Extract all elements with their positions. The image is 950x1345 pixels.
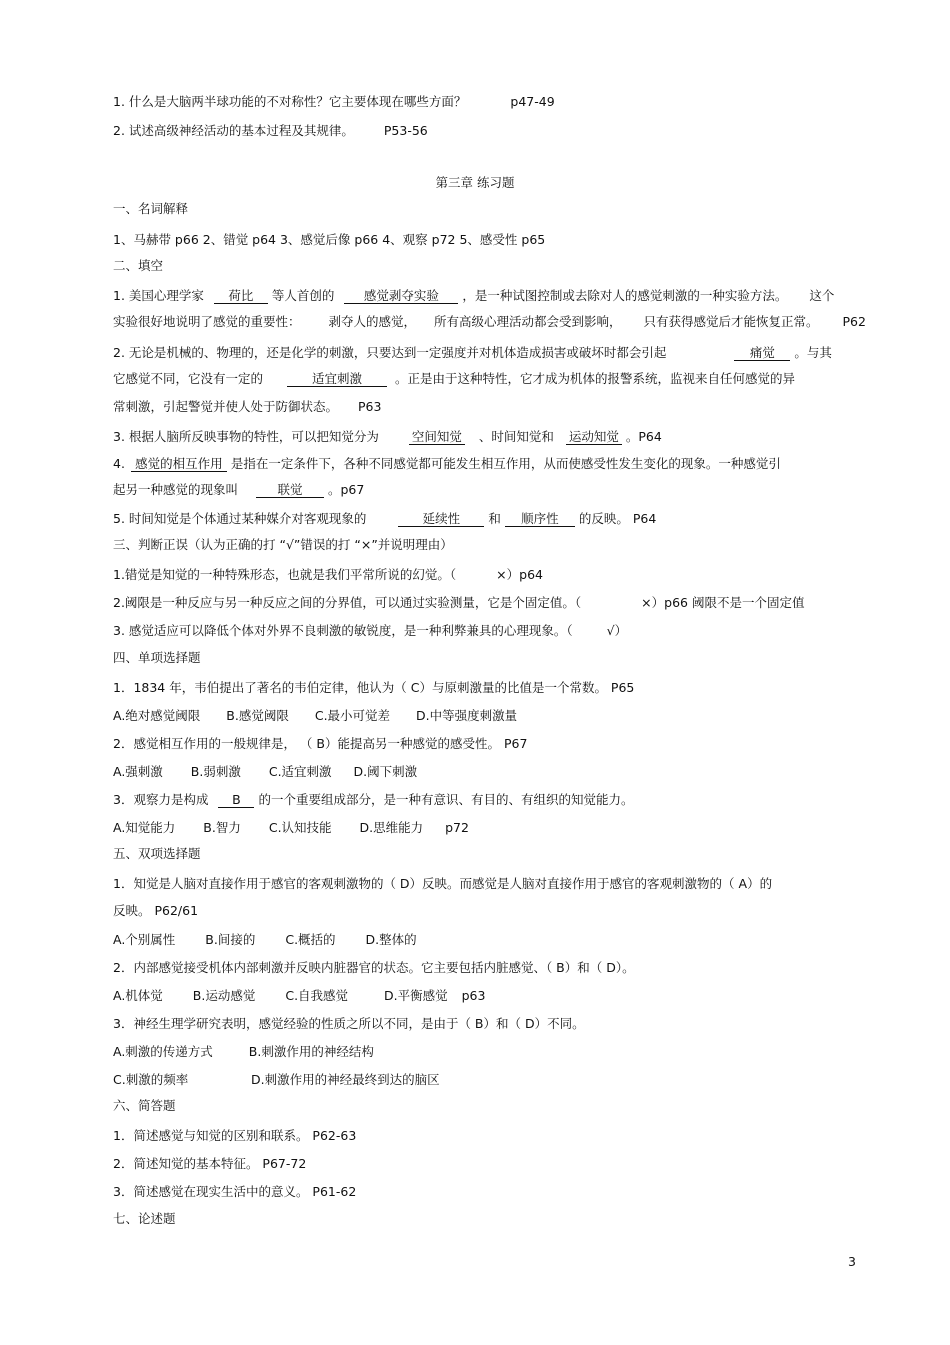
- text: 是指在一定条件下，各种不同感觉都可能发生相互作用，从而使感受性发生变化的现象。一种感觉引: [230, 456, 781, 471]
- text: 2.阈限是一种反应与另一种反应之间的分界值，可以通过实验测量，它是个固定值。（: [113, 595, 582, 610]
- section-heading: 四、单项选择题: [113, 650, 201, 665]
- text: 等人首创的: [271, 288, 335, 303]
- blank-answer: 感觉的相互作用: [131, 457, 227, 472]
- blank-answer: 荷比: [214, 289, 268, 304]
- option: B.运动感觉: [192, 988, 256, 1003]
- choice-options: [113, 988, 485, 1004]
- option: B.智力: [203, 820, 241, 835]
- section-heading: 七、论述题: [113, 1211, 176, 1226]
- text: 4.: [113, 456, 125, 471]
- text: 。与其: [794, 345, 832, 360]
- fill-question-cont: [113, 314, 866, 330]
- text: 的一个重要组成部分，是一种有意识、有目的、有组织的知觉能力。: [258, 792, 634, 807]
- page-number: 3: [848, 1254, 856, 1269]
- choice-question: 2．感觉相互作用的一般规律是， （ B）能提高另一种感觉的感受性。 P67: [113, 736, 528, 751]
- choice-question-cont: 反映。 P62/61: [113, 903, 199, 918]
- text: 2. 无论是机械的、物理的，还是化学的刺激，只要达到一定强度并对机体造成损害或破坏时都会引起: [113, 345, 667, 360]
- option: D.刺激作用的神经最终到达的脑区: [250, 1072, 440, 1087]
- option: C.适宜刺激: [268, 764, 332, 779]
- fill-question: [113, 429, 662, 445]
- question-text: 2. 试述高级神经活动的基本过程及其规律。: [113, 123, 354, 138]
- text: 1.错觉是知觉的一种特殊形态，也就是我们平常所说的幻觉。（: [113, 567, 457, 582]
- terms-line: 1、马赫带 p66 2、错觉 p64 3、感觉后像 p66 4、观察 p72 5、感受性 p65: [113, 232, 546, 247]
- option: B.弱刺激: [190, 764, 241, 779]
- choice-question: [113, 792, 633, 808]
- text: 和: [488, 511, 501, 526]
- blank-answer: 适宜刺激: [287, 372, 387, 387]
- choice-question: 2．内部感觉接受机体内部刺激并反映内脏器官的状态。它主要包括内脏感觉、（ B）和（ D）。: [113, 960, 635, 975]
- option: D.阈下刺激: [353, 764, 418, 779]
- option: A.机体觉: [113, 988, 163, 1003]
- text: 所有高级心理活动都会受到影响，: [434, 314, 622, 329]
- fill-question: [113, 511, 656, 527]
- option: B.刺激作用的神经结构: [248, 1044, 374, 1059]
- section-heading: 五、双项选择题: [113, 846, 201, 861]
- page-ref: p72: [445, 820, 469, 835]
- answer: √）: [606, 623, 628, 638]
- answer: ×）p64: [496, 567, 543, 582]
- judge-item: [113, 623, 627, 639]
- choice-question: 3．神经生理学研究表明，感觉经验的性质之所以不同，是由于（ B）和（ D）不同。: [113, 1016, 585, 1031]
- text: 起另一种感觉的现象叫: [113, 482, 239, 497]
- option: D.思维能力: [359, 820, 424, 835]
- question-text: 1. 什么是大脑两半球功能的不对称性？它主要体现在哪些方面？: [113, 94, 467, 109]
- text: 、时间知觉和: [478, 429, 554, 444]
- chapter-title: 第三章 练习题: [435, 175, 515, 190]
- section-heading: 三、判断正误（认为正确的打 “√”错误的打 “×”并说明理由）: [113, 537, 453, 552]
- option: C.认知技能: [268, 820, 332, 835]
- option: D.平衡感觉: [384, 988, 448, 1003]
- section-heading: 一、名词解释: [113, 201, 189, 216]
- text: 。P64: [625, 429, 662, 444]
- text: 3. 感觉适应可以降低个体对外界不良刺激的敏锐度，是一种利弊兼具的心理现象。（: [113, 623, 573, 638]
- fill-question-cont: [113, 371, 795, 387]
- section-heading: 二、填空: [113, 258, 164, 273]
- text: 剥夺人的感觉，: [328, 314, 417, 329]
- judge-item: [113, 595, 804, 611]
- text: 。正是由于这种特性，它才成为机体的报警系统，监视来自任何感觉的异: [394, 371, 795, 386]
- fill-question: [113, 288, 834, 304]
- choice-options: [113, 708, 517, 724]
- option: C.刺激的频率: [113, 1072, 189, 1087]
- page-ref: p47-49: [510, 94, 555, 109]
- question-line: [113, 94, 555, 110]
- short-question: 2．简述知觉的基本特征。 P67-72: [113, 1156, 307, 1171]
- page-ref: p63: [461, 988, 486, 1003]
- section-heading: 六、简答题: [113, 1098, 176, 1113]
- answer: ×）p66 阈限不是一个固定值: [641, 595, 805, 610]
- choice-options: [113, 764, 417, 780]
- option: A.强刺激: [113, 764, 163, 779]
- blank-answer: 空间知觉: [409, 430, 465, 445]
- option: A.刺激的传递方式: [113, 1044, 213, 1059]
- blank-answer: 痛觉: [734, 346, 790, 361]
- fill-question-cont: [113, 482, 364, 498]
- text: 3．观察力是构成: [113, 792, 209, 807]
- option: A.绝对感觉阈限: [113, 708, 201, 723]
- text: 这个: [809, 288, 835, 303]
- choice-question: 1．知觉是人脑对直接作用于感官的客观刺激物的（ D）反映。而感觉是人脑对直接作用于感官的客观刺激物的（ A）的: [113, 876, 773, 891]
- option: C.自我感觉: [285, 988, 349, 1003]
- text: 常刺激，引起警觉并使人处于防御状态。: [113, 399, 339, 414]
- choice-options: [113, 932, 417, 948]
- judge-item: [113, 567, 543, 583]
- page-ref: P53-56: [383, 123, 428, 138]
- blank-answer: 运动知觉: [566, 430, 622, 445]
- choice-options: [113, 820, 469, 836]
- text: 实验很好地说明了感觉的重要性：: [113, 314, 301, 329]
- page-ref: P63: [358, 399, 382, 414]
- option: D.中等强度刺激量: [416, 708, 518, 723]
- short-question: 3．简述感觉在现实生活中的意义。 P61-62: [113, 1184, 357, 1199]
- blank-answer: B: [218, 793, 254, 808]
- question-line: [113, 123, 428, 139]
- blank-answer: 感觉剥夺实验: [344, 289, 458, 304]
- short-question: 1．简述感觉与知觉的区别和联系。 P62-63: [113, 1128, 357, 1143]
- option: C.概括的: [285, 932, 336, 947]
- choice-options: [113, 1072, 440, 1088]
- choice-options: [113, 1044, 374, 1060]
- option: B.间接的: [205, 932, 256, 947]
- fill-question-cont: [113, 399, 381, 415]
- option: C.最小可觉差: [314, 708, 391, 723]
- text: ，是一种试图控制或去除对人的感觉刺激的一种实验方法。: [462, 288, 788, 303]
- text: 。p67: [327, 482, 365, 497]
- text: 5. 时间知觉是个体通过某种媒介对客观现象的: [113, 511, 367, 526]
- choice-question: 1．1834 年，韦伯提出了著名的韦伯定律，他认为（ C）与原刺激量的比值是一个常数。 P65: [113, 680, 635, 695]
- blank-answer: 延续性: [398, 512, 484, 527]
- text: 的反映。 P64: [578, 511, 657, 526]
- option: A.知觉能力: [113, 820, 176, 835]
- fill-question: [113, 345, 832, 361]
- option: B.感觉阈限: [226, 708, 289, 723]
- blank-answer: 顺序性: [505, 512, 575, 527]
- option: D.整体的: [365, 932, 417, 947]
- option: A.个别属性: [113, 932, 176, 947]
- text: 3. 根据人脑所反映事物的特性，可以把知觉分为: [113, 429, 379, 444]
- fill-question: [113, 456, 781, 472]
- page-ref: P62: [842, 314, 866, 329]
- blank-answer: 联觉: [256, 483, 324, 498]
- text: 1. 美国心理学家: [113, 288, 204, 303]
- text: 只有获得感觉后才能恢复正常。: [643, 314, 819, 329]
- text: 它感觉不同，它没有一定的: [113, 371, 264, 386]
